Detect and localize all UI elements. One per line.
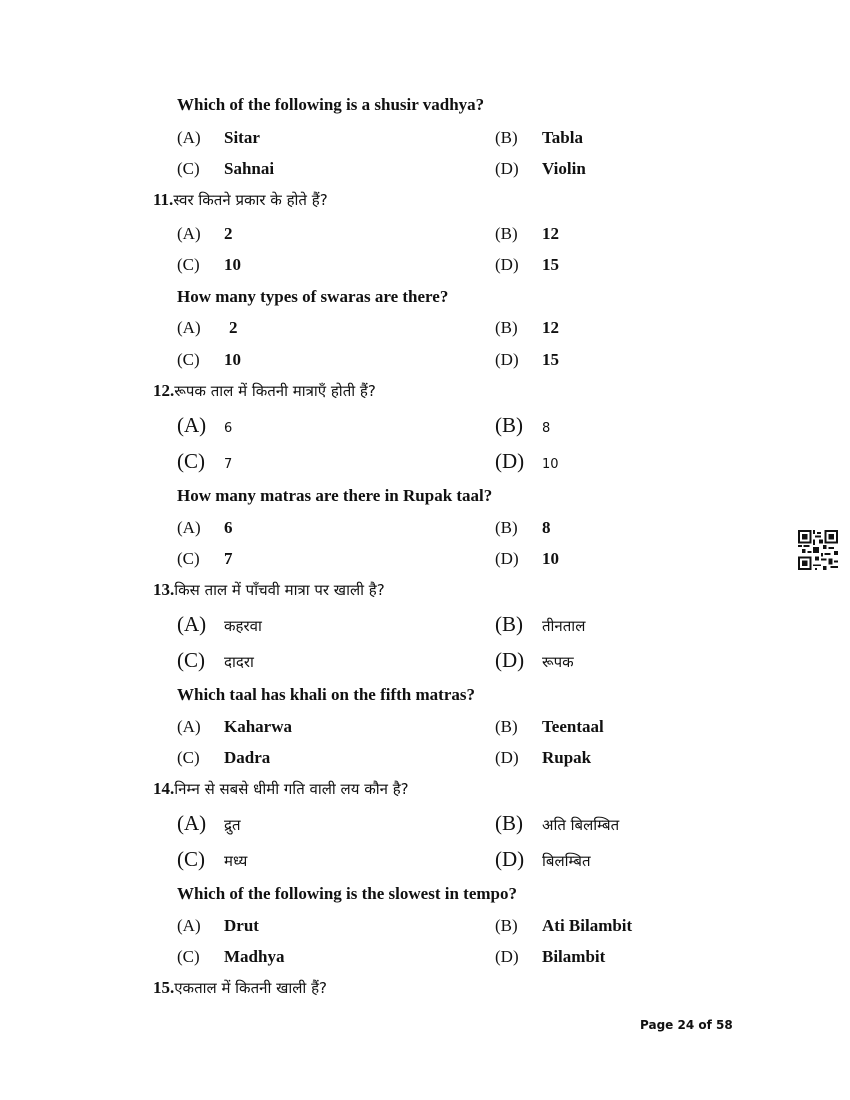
option-value-b: 12	[542, 224, 559, 243]
option-label-b: (B)	[495, 717, 518, 736]
option-label-a: (A)	[177, 518, 201, 537]
question-number: 14.	[153, 779, 175, 798]
question-line	[153, 978, 327, 998]
option-value-a: Drut	[224, 916, 259, 935]
option-label-b: (B)	[495, 318, 518, 337]
option-label-c: (C)	[177, 549, 200, 568]
option-label-d: (D)	[495, 350, 519, 369]
question-text: How many types of swaras are there?	[177, 287, 449, 306]
option-value-b: 8	[542, 518, 551, 537]
option-label-c: (C)	[177, 748, 200, 767]
question-line	[153, 580, 385, 600]
option-value-d: Violin	[542, 159, 586, 178]
option-value-c: 10	[224, 350, 241, 369]
option-label-a: (A)	[177, 717, 201, 736]
option-value-a: कहरवा	[224, 617, 262, 635]
option-label-a: (A)	[177, 128, 201, 147]
option-value-a: 2	[229, 318, 238, 337]
qr-code-image	[798, 530, 838, 570]
option-value-b: 12	[542, 318, 559, 337]
option-value-d: 10	[542, 549, 559, 568]
option-value-b: अति बिलम्बित	[542, 816, 620, 834]
option-value-d: बिलम्बित	[542, 852, 591, 870]
option-value-d: Bilambit	[542, 947, 606, 966]
option-label-b: (B)	[495, 518, 518, 537]
option-value-b: 8	[542, 421, 551, 436]
question-number: 13.	[153, 580, 175, 599]
question-text: स्वर कितने प्रकार के होते हैं?	[173, 191, 328, 209]
option-label-a: (A)	[177, 916, 201, 935]
option-value-d: रूपक	[542, 653, 574, 671]
option-label-c: (C)	[177, 449, 205, 473]
option-label-a: (A)	[177, 811, 207, 835]
option-label-d: (D)	[495, 159, 519, 178]
option-value-a: 6	[224, 518, 233, 537]
page-number-footer: Page 24 of 58	[640, 1018, 733, 1032]
option-value-a: Sitar	[224, 128, 260, 147]
question-line	[153, 779, 409, 799]
option-value-c: 7	[224, 457, 233, 472]
option-label-c: (C)	[177, 350, 200, 369]
option-value-c: दादरा	[224, 653, 254, 671]
option-value-a: 6	[224, 421, 233, 436]
option-value-b: तीनताल	[542, 617, 586, 635]
option-label-d: (D)	[495, 449, 525, 473]
option-label-a: (A)	[177, 318, 201, 337]
option-label-c: (C)	[177, 847, 205, 871]
option-value-c: 7	[224, 549, 233, 568]
option-label-c: (C)	[177, 159, 200, 178]
option-label-c: (C)	[177, 947, 200, 966]
question-line	[153, 190, 328, 210]
option-value-b: Teentaal	[542, 717, 604, 736]
option-label-b: (B)	[495, 612, 523, 636]
option-label-c: (C)	[177, 648, 205, 672]
option-label-b: (B)	[495, 811, 523, 835]
question-text: Which of the following is a shusir vadhya?	[177, 95, 485, 114]
option-value-c: Madhya	[224, 947, 285, 966]
option-label-b: (B)	[495, 128, 518, 147]
option-label-b: (B)	[495, 916, 518, 935]
option-value-a: द्रुत	[224, 816, 241, 834]
option-value-a: Kaharwa	[224, 717, 292, 736]
option-label-d: (D)	[495, 255, 519, 274]
question-text: How many matras are there in Rupak taal?	[177, 486, 493, 505]
option-value-c: Dadra	[224, 748, 271, 767]
option-label-d: (D)	[495, 648, 525, 672]
option-label-d: (D)	[495, 847, 525, 871]
question-text: Which taal has khali on the fifth matras?	[177, 685, 475, 704]
option-value-a: 2	[224, 224, 233, 243]
option-label-d: (D)	[495, 748, 519, 767]
question-text: रूपक ताल में कितनी मात्राएँ होती हैं?	[174, 382, 376, 400]
option-value-d: 15	[542, 255, 559, 274]
option-value-c: मध्य	[224, 852, 248, 870]
option-value-d: 10	[542, 457, 559, 472]
option-value-c: Sahnai	[224, 159, 275, 178]
question-number: 12.	[153, 381, 175, 400]
option-value-b: Ati Bilambit	[542, 916, 633, 935]
question-text: निम्न से सबसे धीमी गति वाली लय कौन है?	[174, 780, 409, 798]
question-number: 15.	[153, 978, 175, 997]
option-label-b: (B)	[495, 224, 518, 243]
option-value-d: Rupak	[542, 748, 592, 767]
option-value-b: Tabla	[542, 128, 583, 147]
option-label-d: (D)	[495, 549, 519, 568]
option-value-d: 15	[542, 350, 559, 369]
option-label-d: (D)	[495, 947, 519, 966]
question-line	[153, 381, 376, 401]
option-label-a: (A)	[177, 612, 207, 636]
question-text: Which of the following is the slowest in tempo?	[177, 884, 517, 903]
option-label-b: (B)	[495, 413, 523, 437]
option-value-c: 10	[224, 255, 241, 274]
option-label-a: (A)	[177, 413, 207, 437]
question-number: 11.	[153, 190, 174, 209]
option-label-c: (C)	[177, 255, 200, 274]
question-text: किस ताल में पाँचवी मात्रा पर खाली है?	[174, 581, 385, 599]
option-label-a: (A)	[177, 224, 201, 243]
question-text: एकताल में कितनी खाली हैं?	[174, 979, 328, 997]
